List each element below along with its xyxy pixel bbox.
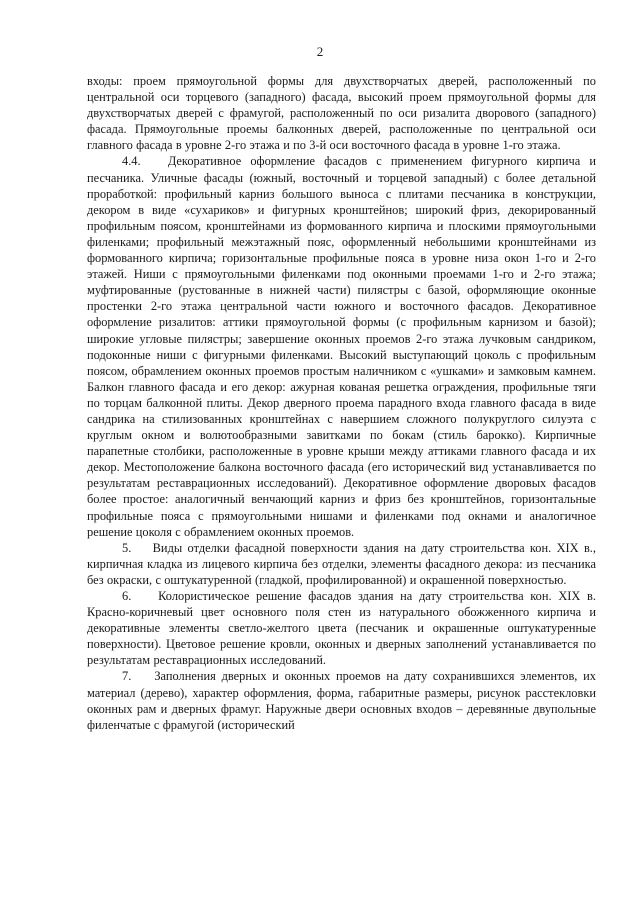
paragraph-item-7: 7. Заполнения дверных и оконных проемов на дату сохранившихся элементов, их материал (дерево), характер оформления, форма, габаритные размеры, рисунок расстекловки оконных рам и дверных фрамуг. Наружные двери основных входов – деревянные двупольные филенчатые с фрамугой (исторический [87, 669, 596, 732]
paragraph-entrances-continued: входы: проем прямоугольной формы для двухстворчатых дверей, расположенный по центральной оси торцевого (западного) фасада, высокий проем прямоугольной формы для двухстворчатых дверей с фрамугой, расположенный по оси ризалита дворового (западного) фасада. Прямоугольные проемы балконных дверей, расположенные по центральной оси главного фасада в уровне 2-го этажа и по 3-й оси восточного фасада в уровне 1-го этажа. [87, 74, 596, 153]
paragraph-item-4-4: 4.4. Декоративное оформление фасадов с применением фигурного кирпича и песчаника. Уличные фасады (южный, восточный и торцевой западный) с более детальной проработкой: профильный карниз большого выноса с плитами песчаника в конструкции, декором в виде «сухариков» и фигурных кронштейнов; широкий фриз, декорированный профильным поясом, кронштейнами из формованного кирпича и плоскими прямоугольными филенками; профильный межэтажный пояс, оформленный небольшими кронштейнами из формованного кирпича; горизонтальные профильные пояса в уровне низа окон 1-го и 2-го этажей. Ниши с прямоугольными филенками под оконными проемами 1-го и 2-го этажа; муфтированные (рустованные в нижней части) пилястры с базой, оформляющие оконные простенки 2-го этажа центральной части южного и восточного фасадов. Декоративное оформление ризалитов: аттики прямоугольной формы (с профильным карнизом и базой); широкие угловые пилястры; завершение оконных проемов 2-го этажа лучковым сандриком, подоконные ниши с фигурными филенками. Высокий выступающий цоколь с профильным поясом, обрамлением оконных проемов простым наличником с «ушками» и замковым камнем. Балкон главного фасада и его декор: ажурная кованая решетка ограждения, профильные тяги по торцам балконной плиты. Декор дверного проема парадного входа главного фасада в виде сандрика на стилизованных кронштейнах с навершием сложного полукруглого силуэта с круглым окном и волютообразными завитками по бокам (стиль барокко). Кирпичные парапетные столбики, расположенные в уровне крыши между аттиками главного фасада и их декор. Местоположение балкона восточного фасада (его исторический вид устанавливается по результатам реставрационных исследований). Декоративное оформление дворовых фасадов более простое: аналогичный венчающий карниз и фриз без кронштейнов, горизонтальные профильные пояса с прямоугольными нишами и филенками под окнами и аналогичное решение цоколя с обрамлением оконных проемов. [87, 154, 596, 539]
paragraph-item-6: 6. Колористическое решение фасадов здания на дату строительства кон. XIX в. Красно-коричневый цвет основного поля стен из натурального обожженного кирпича и декоративные элементы светло-желтого цвета (песчаник и окрашенные оштукатуренные поверхности). Цветовое решение кровли, оконных и дверных заполнений устанавливается по результатам реставрационных исследований. [87, 589, 596, 668]
document-body [87, 73, 596, 733]
paragraph-item-5: 5. Виды отделки фасадной поверхности здания на дату строительства кон. XIX в., кирпичная кладка из лицевого кирпича без отделки, элементы фасадного декора: из песчаника без окраски, с оштукатуренной (гладкой, профилированной) и окрашенной поверхностью. [87, 540, 596, 587]
page-number: 2 [316, 44, 324, 59]
